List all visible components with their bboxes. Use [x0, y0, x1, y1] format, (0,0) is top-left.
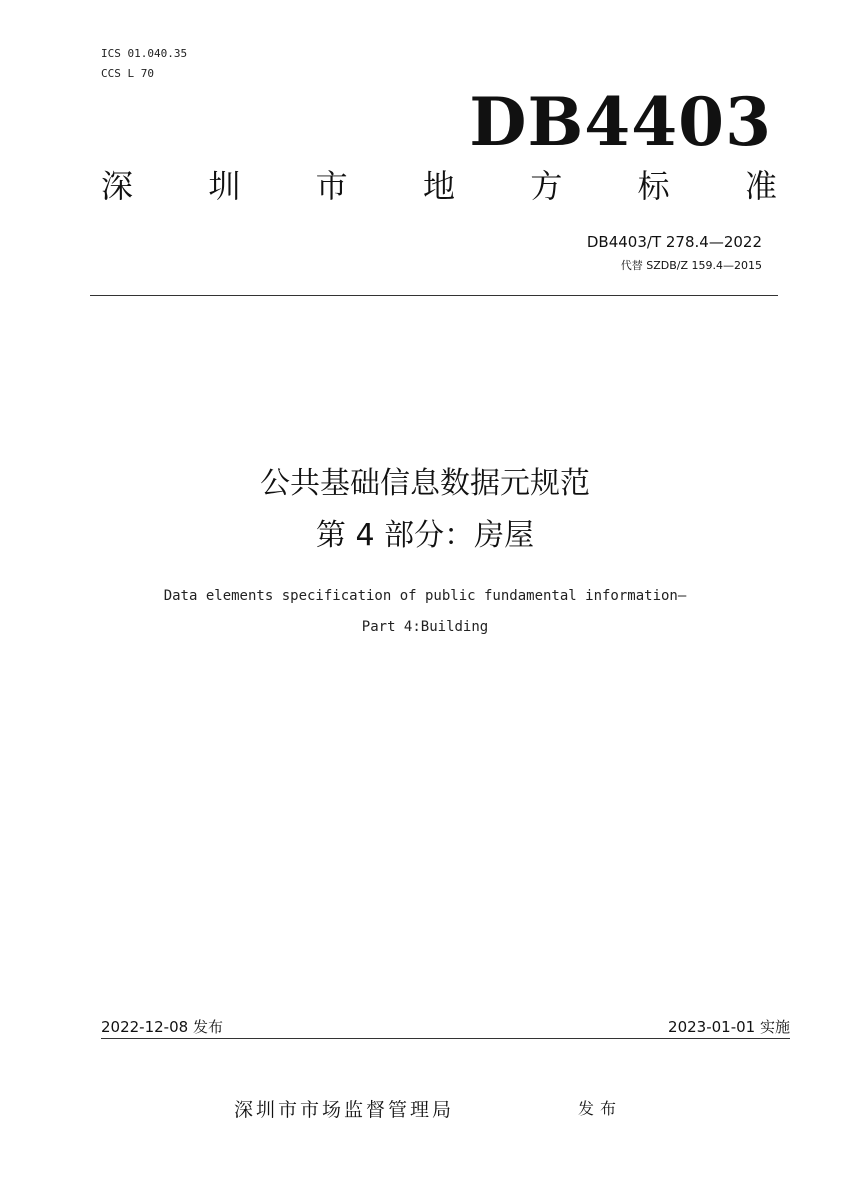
standard-type-heading: [101, 164, 777, 208]
standard-type-char: 标: [637, 167, 670, 205]
implementation-date: 2023-01-01 实施: [668, 1018, 790, 1036]
standard-type-char: 地: [422, 167, 455, 205]
standard-type-char: 准: [744, 167, 777, 205]
title-english-line1: Data elements specification of public fundamental information—: [163, 588, 687, 604]
publisher-name: 深圳市市场监督管理局: [234, 1099, 455, 1121]
date-divider: [101, 1038, 790, 1039]
publish-label: 发布: [578, 1099, 623, 1118]
replaces-standard: 代替 SZDB/Z 159.4—2015: [620, 259, 762, 272]
classification-codes: [101, 44, 187, 84]
ics-code: ICS 01.040.35: [101, 47, 188, 60]
header-divider: [90, 295, 778, 296]
standard-type-char: 市: [315, 167, 348, 205]
title-chinese-line1: 公共基础信息数据元规范: [260, 466, 590, 501]
standard-number: DB4403/T 278.4—2022: [586, 233, 762, 251]
standard-type-char: 圳: [208, 167, 241, 205]
issue-date: 2022-12-08 发布: [101, 1018, 223, 1036]
title-english-line2: Part 4:Building: [361, 619, 489, 635]
title-chinese-line2: 第 4 部分：房屋: [315, 518, 535, 553]
standard-type-char: 深: [101, 167, 134, 205]
ccs-code: CCS L 70: [101, 67, 154, 80]
standard-type-char: 方: [530, 167, 563, 205]
db-logo: DB4403: [469, 83, 772, 161]
